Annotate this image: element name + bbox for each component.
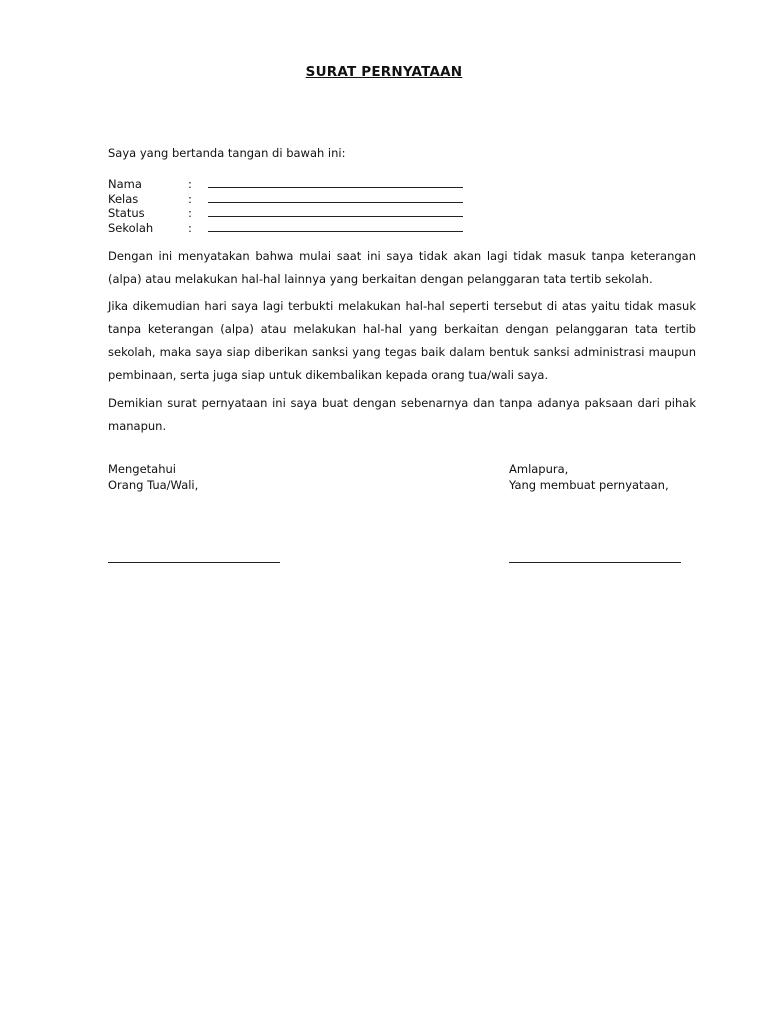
field-colon: :: [188, 177, 192, 191]
signature-line-student: [509, 562, 681, 563]
field-colon: :: [188, 206, 192, 220]
document-title: SURAT PERNYATAAN: [305, 64, 463, 80]
field-label-nama: Nama: [108, 177, 142, 191]
identity-fields: [108, 176, 463, 234]
field-row-kelas: [108, 191, 463, 206]
field-blank-line: [208, 176, 463, 188]
statement-paragraph-1: Dengan ini menyatakan bahwa mulai saat ini saya tidak akan lagi tidak masuk tanpa keterangan (alpa) atau melakukan hal-hal lainnya yang berkaitan dengan pelanggaran tata tertib sekolah.: [108, 249, 696, 286]
field-blank-line: [208, 191, 463, 203]
signature-block-student: [509, 461, 669, 493]
field-blank-line: [208, 220, 463, 232]
signature-line-parent: [108, 562, 280, 563]
statement-paragraph-2: Jika dikemudian hari saya lagi terbukti melakukan hal-hal seperti tersebut di atas yaitu tidak masuk tanpa keterangan (alpa) atau melakukan hal-hal yang berkaitan dengan pelanggaran tata tertib sekolah, maka saya siap diberikan sanksi yang tegas baik dalam bentuk sanksi administrasi maupun pembinaan, serta juga siap untuk dikembalikan kepada orang tua/wali saya.: [108, 299, 696, 382]
field-blank-line: [208, 205, 463, 217]
closing-paragraph: Demikian surat pernyataan ini saya buat dengan sebenarnya dan tanpa adanya paksaan dari pihak manapun.: [108, 396, 696, 433]
signature-block-parent: [108, 461, 198, 493]
field-label-status: Status: [108, 206, 145, 220]
intro-text: Saya yang bertanda tangan di bawah ini:: [108, 146, 346, 160]
signature-left-line1: Mengetahui: [108, 462, 176, 476]
field-row-status: [108, 205, 463, 220]
field-row-sekolah: [108, 220, 463, 235]
field-row-nama: [108, 176, 463, 191]
signature-right-line2: Yang membuat pernyataan,: [509, 478, 669, 492]
field-colon: :: [188, 191, 192, 206]
field-colon: :: [188, 220, 192, 235]
field-label-kelas: Kelas: [108, 191, 139, 206]
field-label-sekolah: Sekolah: [108, 220, 154, 235]
signature-left-line2: Orang Tua/Wali,: [108, 478, 199, 492]
signature-right-line1: Amlapura,: [509, 462, 569, 476]
